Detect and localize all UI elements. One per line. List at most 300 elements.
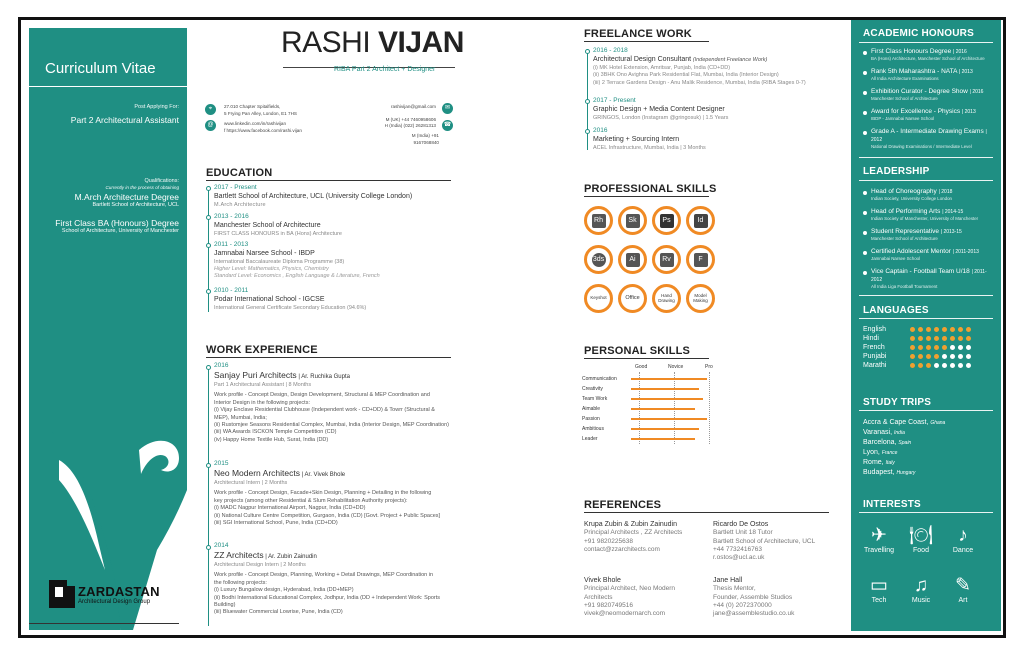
level-dot bbox=[926, 336, 931, 341]
level-dot bbox=[910, 363, 915, 368]
leadership-item bbox=[871, 188, 991, 201]
bullet-icon bbox=[863, 211, 867, 215]
reference-line: +91 9820225638 bbox=[584, 537, 633, 545]
skill-bar bbox=[631, 428, 699, 430]
entry-role: Architectural Intern | 2 Months bbox=[214, 480, 288, 487]
timeline-dot bbox=[206, 365, 211, 370]
level-dot bbox=[934, 363, 939, 368]
trip-country: Hungary bbox=[896, 470, 916, 476]
leadership-item bbox=[871, 208, 991, 221]
entry-year: 2013 - 2016 bbox=[214, 213, 249, 220]
interest-tech bbox=[859, 575, 899, 604]
reference-card bbox=[584, 520, 682, 554]
education-entry bbox=[214, 184, 412, 209]
divider bbox=[584, 196, 709, 197]
work-heading: WORK EXPERIENCE bbox=[206, 344, 318, 356]
level-dot bbox=[926, 363, 931, 368]
logo-subtitle: Architectural Design Group bbox=[78, 598, 151, 605]
item-sub: BA (Hons) Architecture, Manchester School of Architecture bbox=[871, 55, 985, 61]
interest-travelling bbox=[859, 525, 899, 554]
freelance-line: GRINGOS, London (Instagram @gringosuk) | 1.5 Years bbox=[593, 114, 729, 121]
work-line: (i) Luxury Bungalow design, Hyderabad, India (DD+MEP) bbox=[214, 587, 354, 594]
skill-office-icon bbox=[618, 284, 647, 313]
language-name: Punjabi bbox=[863, 353, 887, 360]
divider bbox=[584, 512, 829, 513]
level-dot bbox=[966, 336, 971, 341]
freelance-line: (i) MK Hotel Extension, Amritsar, Punjab, India (CD+DD) bbox=[593, 65, 731, 72]
item-year: | 2018 bbox=[938, 189, 953, 195]
work-line: (iii) SGI International School, Pune, India (CD+DD) bbox=[214, 520, 338, 527]
entry-year: 2016 - 2018 bbox=[593, 47, 628, 54]
education-entry bbox=[214, 241, 380, 280]
trip-place: Barcelona, bbox=[863, 439, 897, 446]
item-title: First Class Honours Degree bbox=[871, 48, 952, 55]
phone-uk: M (UK) +44 7460958606 bbox=[385, 116, 436, 122]
level-dot bbox=[926, 327, 931, 332]
bullet-icon bbox=[863, 271, 867, 275]
level-dot bbox=[966, 354, 971, 359]
skill-label: F bbox=[694, 253, 708, 267]
reference-line: Bartlett School of Architecture, UCL bbox=[713, 537, 816, 545]
references-heading: REFERENCES bbox=[584, 499, 662, 511]
trip-place: Rome, bbox=[863, 459, 884, 466]
level-dot bbox=[966, 363, 971, 368]
skill-indesign-icon bbox=[686, 206, 715, 235]
item-sub: Manchester School of Architecture bbox=[871, 235, 938, 241]
level-dot bbox=[950, 336, 955, 341]
work-entry bbox=[214, 542, 474, 617]
level-dot bbox=[958, 363, 963, 368]
level-dot bbox=[958, 336, 963, 341]
trip-country: Italy bbox=[885, 460, 895, 466]
skill-label: Rh bbox=[592, 214, 606, 228]
skill-label: Keyshot bbox=[590, 295, 607, 301]
level-dot bbox=[942, 363, 947, 368]
trip-place: Lyon, bbox=[863, 449, 880, 456]
candidate-subtitle: RIBA Part 2 Architect + Designer bbox=[334, 66, 436, 73]
skill-photoshop-icon bbox=[652, 206, 681, 235]
timeline-dot bbox=[206, 186, 211, 191]
qualification-1-title: M.Arch Architecture Degree bbox=[74, 192, 179, 203]
level-dot bbox=[918, 327, 923, 332]
education-entry bbox=[214, 213, 342, 238]
work-entry bbox=[214, 460, 474, 527]
work-line: Building) bbox=[214, 602, 236, 609]
entry-supervisor: | Ar. Ruchika Gupta bbox=[298, 374, 350, 381]
entry-year: 2011 - 2013 bbox=[214, 241, 249, 248]
reference-card bbox=[584, 576, 675, 619]
divider bbox=[859, 410, 993, 411]
language-name: Marathi bbox=[863, 362, 887, 369]
interest-label: Tech bbox=[871, 597, 887, 604]
mail-icon: ✉ bbox=[442, 103, 453, 114]
skill-name: Team Work bbox=[582, 396, 608, 402]
level-dot bbox=[958, 327, 963, 332]
work-line: (ii) Bodhi International Educational Complex, Jodhpur, India (DD + Independent Work: Sports bbox=[214, 594, 440, 601]
work-line: Interior Design in the following projects: bbox=[214, 399, 310, 406]
entry-firm: ZZ Architects bbox=[214, 550, 264, 561]
skill-hand-drawing-icon bbox=[652, 284, 681, 313]
level-dot bbox=[966, 345, 971, 350]
skill-name: Leader bbox=[582, 436, 598, 442]
trip-item bbox=[863, 428, 905, 438]
level-dot bbox=[966, 327, 971, 332]
reference-email[interactable]: contact@zzarchitects.com bbox=[584, 545, 660, 553]
level-dot bbox=[950, 363, 955, 368]
entry-firm: Neo Modern Architects bbox=[214, 468, 300, 479]
pro-skills-heading: PROFESSIONAL SKILLS bbox=[584, 183, 717, 195]
level-dot bbox=[910, 336, 915, 341]
honours-item bbox=[871, 48, 991, 61]
freelance-line: (iii) 2 Terrace Gardens Design - Anu Malik Residence, Mumbai, India (RIBA Stages 0-7) bbox=[593, 79, 806, 86]
candidate-name bbox=[281, 26, 464, 60]
level-dot bbox=[942, 345, 947, 350]
last-name: VIJAN bbox=[378, 26, 464, 59]
language-level bbox=[910, 363, 971, 368]
skill-label: Model Making bbox=[693, 292, 708, 303]
item-year: | 2014-15 bbox=[942, 209, 964, 215]
language-name: Hindi bbox=[863, 335, 879, 342]
bullet-icon bbox=[863, 191, 867, 195]
entry-degree: International Baccalaureate Diploma Programme (38) bbox=[214, 258, 345, 265]
post-block bbox=[29, 104, 179, 126]
reference-name: Vivek Bhole bbox=[584, 577, 621, 584]
skill-label: Rv bbox=[660, 253, 674, 267]
divider bbox=[859, 157, 993, 158]
interests-heading: INTERESTS bbox=[863, 499, 921, 510]
entry-role: Part 1 Architectural Assistant | 8 Months bbox=[214, 382, 312, 389]
entry-year: 2017 - Present bbox=[214, 184, 257, 191]
music-icon: ♫ bbox=[913, 575, 929, 596]
reference-line: +44 (0) 2072370000 bbox=[713, 601, 772, 609]
divider bbox=[859, 180, 993, 181]
work-line: the following projects: bbox=[214, 579, 267, 586]
freelance-entry bbox=[593, 47, 843, 87]
freelance-line: (ii) 3BHK Ono Avighna Park Residential Flat, Mumbai, India (Interior Design) bbox=[593, 72, 779, 79]
language-level bbox=[910, 336, 971, 341]
freelance-entry bbox=[593, 127, 843, 152]
qualification-2-school: School of Architecture, University of Manchester bbox=[61, 228, 179, 235]
work-line: MEP), Mumbai, India; bbox=[214, 414, 267, 421]
skill-bar bbox=[631, 438, 695, 440]
level-dot bbox=[918, 354, 923, 359]
divider bbox=[29, 86, 187, 87]
timeline-line bbox=[208, 366, 209, 626]
work-line: (ii) National Culture Centre Competition, Gurgaon, India (CD) [Govt. Project + Public Spaces] bbox=[214, 512, 441, 519]
zardastan-logo bbox=[49, 580, 160, 608]
divider bbox=[29, 623, 179, 624]
skill-label: Sk bbox=[626, 214, 640, 228]
reference-card bbox=[713, 520, 815, 563]
level-dot bbox=[910, 354, 915, 359]
item-year: | 2011-2013 bbox=[952, 249, 979, 255]
item-year: | 2016 bbox=[969, 89, 984, 95]
cv-title: Curriculum Vitae bbox=[45, 60, 156, 77]
reference-email[interactable]: r.ostos@ucl.ac.uk bbox=[713, 554, 765, 562]
laptop-icon: ▭ bbox=[870, 575, 888, 596]
cv-spread bbox=[18, 17, 1006, 638]
skill-3dsmax-icon bbox=[584, 245, 613, 274]
skill-bar bbox=[631, 418, 707, 420]
work-entry bbox=[214, 362, 474, 444]
level-dot bbox=[910, 327, 915, 332]
item-year: | 2016 bbox=[953, 49, 967, 55]
divider bbox=[206, 357, 451, 358]
item-sub: IBDP - Jamnabai Narsee School bbox=[871, 115, 935, 121]
work-line: (iii) Bluewater Commercial Lowrise, Pune, India (CD) bbox=[214, 609, 343, 616]
bullet-icon bbox=[863, 51, 867, 55]
timeline-dot bbox=[585, 99, 590, 104]
divider bbox=[206, 180, 451, 181]
divider bbox=[859, 318, 993, 319]
level-good: Good bbox=[635, 364, 648, 370]
item-title: Head of Performing Arts bbox=[871, 208, 941, 215]
item-sub: Jamnabai Narsee School bbox=[871, 255, 921, 261]
item-title: Grade A - Intermediate Drawing Exams bbox=[871, 128, 984, 135]
item-title: Head of Choreography bbox=[871, 188, 937, 195]
divider bbox=[859, 512, 993, 513]
divider bbox=[584, 358, 709, 359]
work-line: key projects (among other Residential & Slum Rehabilitation Authority projects): bbox=[214, 497, 408, 504]
reference-line: +91 9820749516 bbox=[584, 601, 633, 609]
item-sub: Indian Society of Manchester, University of Manchester bbox=[871, 215, 979, 221]
qualification-2-title: First Class BA (Honours) Degree bbox=[55, 218, 179, 229]
skill-name: Ambitious bbox=[582, 426, 604, 432]
trips-heading: STUDY TRIPS bbox=[863, 397, 932, 408]
honours-item bbox=[871, 128, 991, 149]
trip-country: Spain bbox=[898, 440, 912, 446]
freelance-line: ACEL Infrastructure, Mumbai, India | 3 Months bbox=[593, 144, 706, 151]
item-sub: Indian Society, University College London bbox=[871, 195, 952, 201]
skill-name: Aimable bbox=[582, 406, 601, 412]
skill-keyshot-icon bbox=[584, 284, 613, 313]
skill-formit-icon bbox=[686, 245, 715, 274]
level-dot bbox=[958, 345, 963, 350]
item-title: Vice Captain - Football Team U/18 bbox=[871, 268, 970, 275]
trip-country: India bbox=[894, 430, 905, 436]
leadership-item bbox=[871, 228, 991, 241]
leadership-heading: LEADERSHIP bbox=[863, 166, 930, 177]
education-heading: EDUCATION bbox=[206, 167, 273, 179]
interest-dance bbox=[943, 525, 983, 554]
right-sidebar bbox=[851, 20, 1001, 631]
interest-label: Travelling bbox=[863, 547, 895, 554]
trip-item bbox=[863, 458, 895, 468]
work-line: Work profile - Concept Design, Planning, Working + Detail Drawings, MEP Coordination in bbox=[214, 572, 434, 579]
timeline-dot bbox=[206, 243, 211, 248]
location-pin-icon: ⌖ bbox=[205, 104, 216, 115]
work-line: (iii) WA Awards ISCKON Temple Competition (CD) bbox=[214, 429, 337, 436]
timeline-dot bbox=[206, 289, 211, 294]
trip-item bbox=[863, 468, 915, 478]
interest-label: Dance bbox=[952, 547, 974, 554]
dance-icon: ♪ bbox=[958, 525, 968, 546]
level-dot bbox=[934, 336, 939, 341]
skill-bar bbox=[631, 378, 707, 380]
item-year: | 2013-15 bbox=[940, 229, 962, 235]
reference-line: Architects bbox=[584, 593, 613, 601]
entry-year: 2015 bbox=[214, 460, 229, 467]
entry-title: Architectural Design Consultant bbox=[593, 56, 692, 64]
languages-heading: LANGUAGES bbox=[863, 305, 929, 316]
qualifications-block bbox=[29, 178, 179, 235]
reference-email[interactable]: jane@assemblestudio.co.uk bbox=[713, 610, 795, 618]
trip-item bbox=[863, 438, 911, 448]
skill-name: Passion bbox=[582, 416, 600, 422]
qualifications-note: Currently in the process of obtaining bbox=[105, 185, 179, 191]
level-pro: Pro bbox=[705, 364, 713, 370]
honours-item bbox=[871, 68, 991, 81]
post-value: Part 2 Architectural Assistant bbox=[70, 115, 179, 126]
reference-name: Krupa Zubin & Zubin Zainudin bbox=[584, 521, 677, 528]
reference-name: Ricardo De Ostos bbox=[713, 521, 769, 528]
email-link[interactable]: rashivijan@gmail.com bbox=[391, 104, 436, 109]
skill-model-making-icon bbox=[686, 284, 715, 313]
freelance-entry bbox=[593, 97, 843, 122]
timeline-dot bbox=[206, 215, 211, 220]
logo-name: ZARDASTAN bbox=[78, 583, 160, 599]
bullet-icon bbox=[863, 111, 867, 115]
item-year: | 2013 bbox=[961, 109, 976, 115]
freelance-heading: FREELANCE WORK bbox=[584, 28, 692, 40]
level-novice: Novice bbox=[668, 364, 684, 370]
bullet-icon bbox=[863, 131, 867, 135]
left-sidebar bbox=[29, 28, 187, 430]
item-year: | 2011-2012 bbox=[871, 269, 987, 283]
zardastan-mark-icon bbox=[49, 580, 75, 608]
education-entry bbox=[214, 287, 366, 312]
skill-label: Office bbox=[625, 294, 640, 301]
skill-label: Ps bbox=[660, 214, 674, 228]
work-line: Work profile - Concept Design, Facade+Skin Design, Planning + Detailing in the following bbox=[214, 490, 432, 497]
skill-name: Communication bbox=[582, 376, 617, 382]
level-dot bbox=[926, 345, 931, 350]
leadership-item bbox=[871, 248, 991, 261]
language-level bbox=[910, 354, 971, 359]
linkedin-link[interactable]: www.linkedin.com/in/rashivijan bbox=[224, 121, 287, 127]
item-sub: National Drawing Examinations / Intermediate Level bbox=[871, 143, 972, 149]
divider bbox=[859, 295, 993, 296]
interest-label: Food bbox=[913, 547, 929, 554]
entry-firm: Sanjay Puri Architects bbox=[214, 370, 297, 381]
entry-year: 2014 bbox=[214, 542, 229, 549]
entry-title: Marketing + Sourcing Intern bbox=[593, 136, 680, 144]
entry-note: Higher Level: Mathematics, Physics, Chemistry bbox=[214, 265, 329, 272]
item-year: | 2012 bbox=[871, 129, 987, 143]
entry-title: Graphic Design + Media Content Designer bbox=[593, 106, 725, 114]
interest-art bbox=[943, 575, 983, 604]
trip-item bbox=[863, 418, 945, 428]
work-line: (iv) Happy Home Textile Hub, Surat, India (DD) bbox=[214, 436, 329, 443]
skill-bar bbox=[631, 398, 703, 400]
entry-year: 2016 bbox=[593, 127, 608, 134]
skill-revit-icon bbox=[652, 245, 681, 274]
phone-india-home: H (India) (022) 26281313 bbox=[384, 123, 436, 129]
honours-item bbox=[871, 108, 991, 121]
reference-line: Principal Architects , ZZ Architects bbox=[584, 529, 683, 537]
qualification-1-school: Bartlett School of Architecture, UCL bbox=[92, 202, 179, 209]
trip-place: Varanasi, bbox=[863, 429, 893, 436]
trip-item bbox=[863, 448, 897, 458]
level-dot bbox=[918, 363, 923, 368]
skill-bar bbox=[631, 408, 695, 410]
item-title: Student Representative bbox=[871, 228, 939, 235]
leadership-item bbox=[871, 268, 991, 289]
work-line: (i) Vijay Enclave Residential Clubhouse (Independent work - CD+DD) & Towrr (Structural & bbox=[214, 407, 435, 414]
entry-title-note: (Independent Freelance Work) bbox=[692, 57, 768, 64]
level-dot bbox=[950, 345, 955, 350]
grid-line bbox=[709, 372, 710, 444]
trip-country: Ghana bbox=[930, 420, 946, 426]
interest-label: Music bbox=[911, 597, 931, 604]
level-dot bbox=[918, 336, 923, 341]
skill-sketchup-icon bbox=[618, 206, 647, 235]
level-dot bbox=[942, 336, 947, 341]
skill-label: Id bbox=[694, 214, 708, 228]
timeline-dot bbox=[585, 49, 590, 54]
facebook-link[interactable]: f https://www.facebook.com/rashi.vijan bbox=[224, 127, 302, 133]
reference-line: Founder, Assemble Studios bbox=[713, 593, 793, 601]
web-icon: @ bbox=[205, 120, 216, 131]
item-title: Certified Adolescent Mentor bbox=[871, 248, 951, 255]
entry-school: Manchester School of Architecture bbox=[214, 222, 321, 230]
divider bbox=[584, 41, 709, 42]
level-dot bbox=[934, 354, 939, 359]
entry-year: 2016 bbox=[214, 362, 229, 369]
qualifications-label: Qualifications: bbox=[144, 178, 179, 184]
skill-rhino-icon bbox=[584, 206, 613, 235]
reference-name: Jane Hall bbox=[713, 577, 743, 584]
item-sub: All India Liga Football Tournament bbox=[871, 283, 938, 289]
item-title: Exhibition Curator - Degree Show bbox=[871, 88, 968, 95]
item-title: Rank 5th Maharashtra - NATA bbox=[871, 68, 958, 75]
entry-role: Architectural Design Intern | 2 Months bbox=[214, 562, 306, 569]
level-dot bbox=[934, 327, 939, 332]
language-name: English bbox=[863, 326, 886, 333]
bullet-icon bbox=[863, 231, 867, 235]
reference-line: Bartlett Unit 18 Tutor bbox=[713, 529, 773, 537]
level-dot bbox=[910, 345, 915, 350]
level-dot bbox=[950, 354, 955, 359]
language-name: French bbox=[863, 344, 885, 351]
level-dot bbox=[950, 327, 955, 332]
phone-india-mobile: M (India) +91 9167068840 bbox=[411, 133, 439, 145]
skill-bar bbox=[631, 388, 699, 390]
bullet-icon bbox=[863, 71, 867, 75]
entry-year: 2010 - 2011 bbox=[214, 287, 249, 294]
level-dot bbox=[918, 345, 923, 350]
skill-label: Hand Drawing bbox=[658, 292, 675, 303]
trip-place: Budapest, bbox=[863, 469, 895, 476]
item-sub: All India Architecture Examinations bbox=[871, 75, 939, 81]
entry-note: Standard Level: Economics , English Language & Literature, French bbox=[214, 272, 380, 279]
entry-year: 2017 - Present bbox=[593, 97, 636, 104]
entry-school: Bartlett School of Architecture, UCL (University College London) bbox=[214, 193, 413, 201]
skill-name: Creativity bbox=[582, 386, 603, 392]
reference-card bbox=[713, 576, 794, 619]
personal-skills-heading: PERSONAL SKILLS bbox=[584, 345, 691, 357]
reference-line: Principal Architect, Neo Modern bbox=[584, 585, 676, 593]
item-sub: Manchester School of Architecture bbox=[871, 95, 938, 101]
timeline-dot bbox=[206, 463, 211, 468]
entry-school: Podar International School - IGCSE bbox=[214, 296, 325, 304]
timeline-dot bbox=[206, 545, 211, 550]
language-level bbox=[910, 327, 971, 332]
phone-icon: ☎ bbox=[442, 120, 453, 131]
entry-supervisor: | Ar. Zubin Zainudin bbox=[265, 554, 317, 561]
bullet-icon bbox=[863, 251, 867, 255]
reference-email[interactable]: vivek@neomodernarch.com bbox=[584, 610, 666, 618]
